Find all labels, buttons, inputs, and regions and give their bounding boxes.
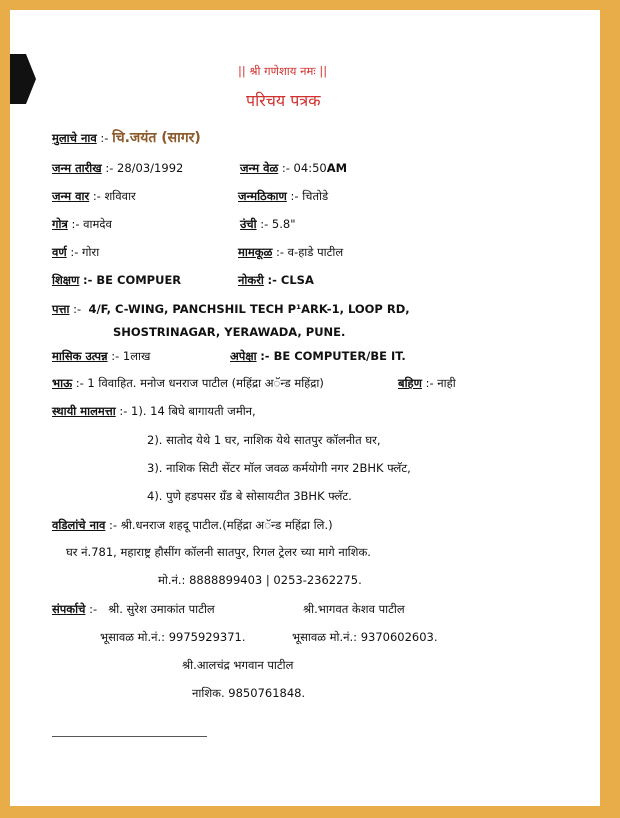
property-item: 3). नाशिक सिटी सेंटर मॉल जवळ कर्मयोगी नगर 2BHK फ्लॅट, — [147, 461, 411, 475]
complexion-label: वर्ण — [52, 245, 67, 259]
height-row — [240, 217, 296, 231]
father-name: :- श्री.धनराज शहदू पाटील.(महिंद्रा अॅन्ड महिंद्रा लि.) — [109, 518, 333, 532]
complexion-row — [52, 245, 99, 259]
gotra-value: :- वामदेव — [71, 217, 112, 231]
brother-label: भाऊ — [52, 376, 73, 390]
contacts-label: संपर्काचे — [52, 602, 86, 616]
name-row — [52, 131, 201, 145]
birth-day-value: :- शविवार — [92, 189, 136, 203]
father-row — [52, 518, 333, 532]
address-label: पत्ता — [52, 302, 70, 316]
contact-2-phone: भूसावळ मो.नं.: 9370602603. — [292, 630, 438, 644]
education-value: :- BE COMPUER — [83, 273, 182, 287]
job-row — [238, 273, 314, 287]
birth-time-value: :- 04:50 — [281, 161, 327, 175]
birth-place-label: जन्मठिकाण — [238, 189, 287, 203]
document-page — [10, 10, 600, 806]
birth-date-value: :- 28/03/1992 — [105, 161, 184, 175]
property-item: 4). पुणे हडपसर ग्रँड बे सोसायटीत 3BHK फ्लॅट. — [147, 489, 352, 503]
gotra-row — [52, 217, 112, 231]
father-address: घर नं.781, महाराष्ट्र हौसींग कॉलनी सातपुर, रिगल ट्रेलर च्या मागे नाशिक. — [66, 545, 371, 559]
invocation-text: || श्री गणेशाय नमः || — [238, 64, 328, 78]
birth-day-label: जन्म वार — [52, 189, 90, 203]
birth-date-row — [52, 161, 183, 175]
address-sep: :- — [73, 302, 82, 316]
property-item: 2). सातोद येथे 1 घर, नाशिक येथे सातपुर कॉलनीत घर, — [147, 433, 381, 447]
footer-divider — [52, 736, 207, 737]
complexion-value: :- गोरा — [70, 245, 100, 259]
name-sep: :- — [100, 131, 109, 145]
gotra-label: गोत्र — [52, 217, 68, 231]
contact-2-name: श्री.भागवत केशव पाटील — [303, 602, 405, 616]
contacts-row — [52, 602, 215, 616]
birth-time-suffix: AM — [326, 161, 348, 175]
sister-label: बहिण — [398, 376, 422, 390]
income-value: :- 1लाख — [111, 349, 151, 363]
sister-value: :- नाही — [425, 376, 456, 390]
income-label: मासिक उत्पन्न — [52, 349, 108, 363]
mamkul-row — [238, 245, 343, 259]
birth-date-label: जन्म तारीख — [52, 161, 102, 175]
expectation-label: अपेक्षा — [230, 349, 257, 363]
height-value: :- 5.8" — [260, 217, 296, 231]
birth-time-label: जन्म वेळ — [240, 161, 279, 175]
expectation-value: :- BE COMPUTER/BE IT. — [260, 349, 406, 363]
address-line2: SHOSTRINAGAR, YERAWADA, PUNE. — [113, 325, 346, 339]
education-row — [52, 273, 181, 287]
brother-row — [52, 376, 324, 390]
property-item: :- 1). 14 बिघे बागायती जमीन, — [119, 404, 256, 418]
bookmark-tab — [10, 54, 36, 104]
mamkul-value: :- व-हाडे पाटील — [275, 245, 344, 259]
birth-place-value: :- चितोडे — [290, 189, 329, 203]
brother-value: :- 1 विवाहित. मनोज धनराज पाटील (महिंद्रा अॅन्ड महिंद्रा) — [75, 376, 324, 390]
birth-day-row — [52, 189, 136, 203]
name-label: मुलाचे नाव — [52, 131, 97, 145]
father-label: वडिलांचे नाव — [52, 518, 106, 532]
job-label: नोकरी — [238, 273, 264, 287]
height-label: उंची — [240, 217, 257, 231]
address-line1: 4/F, C-WING, PANCHSHIL TECH P¹ARK-1, LOOP RD, — [88, 302, 410, 316]
property-row — [52, 404, 256, 418]
contact-1-phone: भूसावळ मो.नं.: 9975929371. — [100, 630, 246, 644]
page-title: परिचय पत्रक — [246, 91, 321, 110]
contact-1-name: श्री. सुरेश उमाकांत पाटील — [108, 602, 215, 616]
education-label: शिक्षण — [52, 273, 80, 287]
sister-row — [398, 376, 456, 390]
birth-place-row — [238, 189, 328, 203]
father-phones: मो.नं.: 8888899403 | 0253-2362275. — [158, 573, 362, 587]
job-value: :- CLSA — [267, 273, 314, 287]
mamkul-label: मामकूळ — [238, 245, 273, 259]
contacts-sep: :- — [89, 602, 98, 616]
expectation-row — [230, 349, 406, 363]
contact-3-phone: नाशिक. 9850761848. — [192, 686, 306, 700]
property-label: स्थायी मालमत्ता — [52, 404, 116, 418]
birth-time-row — [240, 161, 347, 175]
income-row — [52, 349, 150, 363]
address-row — [52, 302, 410, 316]
groom-name: चि.जयंत (सागर) — [112, 130, 201, 146]
contact-3-name: श्री.आलचंद्र भगवान पाटील — [182, 658, 294, 672]
